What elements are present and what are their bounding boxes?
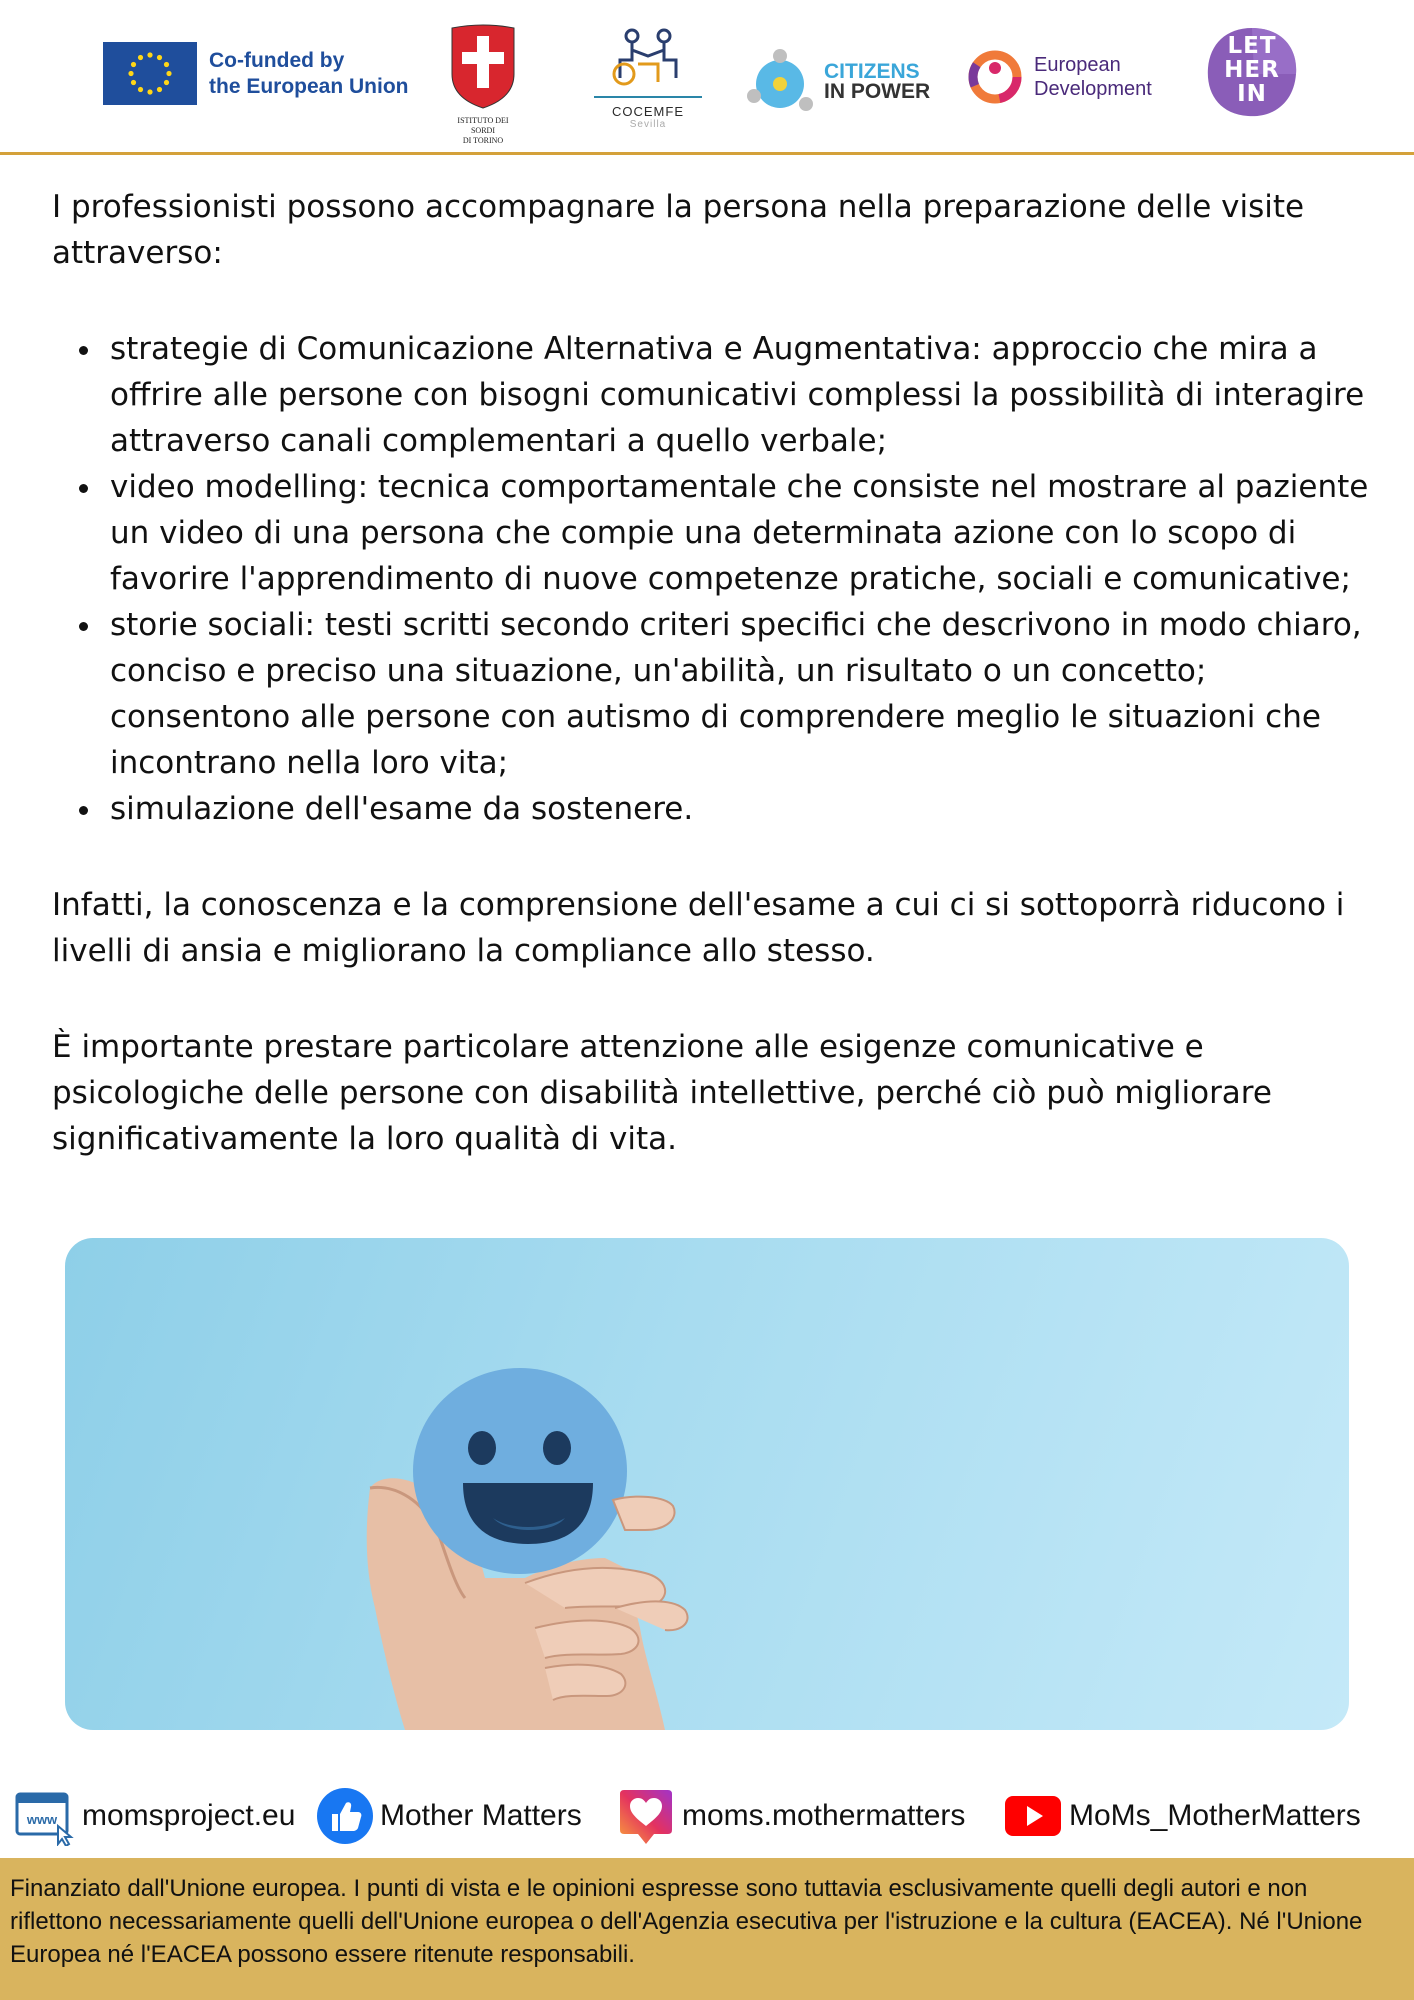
ed-line1: European [1034,54,1121,76]
smiley-face-card [413,1368,627,1574]
instagram-heart-icon [616,1786,676,1846]
bullet-exam-simulation: simulazione dell'esame da sostenere. [52,786,1382,832]
lhi-line3: IN [1237,82,1267,102]
bullet-video-modelling: video modelling: tecnica comportamentale che consiste nel mostrare al paziente un video di una persona che compie una determinata azione con lo scopo di favorire l'apprendimento di nuove competenze pratiche, sociali e comunicative; [52,464,1382,602]
citizens-in-power-logo [744,48,930,116]
european-development-icon [964,46,1026,108]
spacer [52,832,1382,882]
www-icon [14,1786,76,1846]
cocemfe-sevilla-logo [592,26,704,130]
instagram-link[interactable] [616,1784,965,1848]
cocemfe-divider [594,96,702,98]
logo-header [0,0,1414,155]
bullet-aac: strategie di Comunicazione Alternativa e Augmentativa: approccio che mira a offrire alle persone con bisogni comunicativi complessi la possibilità di interagire attraverso canali complementari a quello verbale; [52,326,1382,464]
instagram-label: moms.mothermatters [682,1799,966,1832]
torino-line2: DI TORINO [462,136,504,145]
bullet-social-stories: storie sociali: testi scritti secondo criteri specifici che descrivono in modo chiaro, conciso e preciso una situazione, un'abilità, un risultato o un concetto; consentono alle persone con autismo di comprendere meglio le situazioni che incontrano nella loro vita; [52,602,1382,786]
let-her-in-logo [1204,26,1300,118]
spacer [52,974,1382,1024]
spacer [52,276,1382,326]
anxiety-paragraph: Infatti, la conoscenza e la comprensione dell'esame a cui ci si sottoporrà riducono i livelli di ansia e migliorano la compliance allo stesso. [52,887,1345,969]
facebook-link[interactable] [316,1784,582,1848]
funding-disclaimer-footer [0,1858,1414,2000]
cocemfe-name: COCEMFE [612,104,684,119]
eu-flag-icon [103,42,197,105]
torino-shield-icon [448,22,518,110]
facebook-label: Mother Matters [380,1799,582,1832]
citizens-in-power-icon [744,48,816,116]
european-development-logo [964,46,1152,108]
intro-paragraph: I professionisti possono accompagnare la persona nella preparazione delle visite attraverso: [52,189,1305,271]
closing-paragraph: È importante prestare particolare attenzione alle esigenze comunicative e psicologiche delle persone con disabilità intellettive, perché ciò può migliorare significativamente la loro qualità di vita. [52,1029,1272,1157]
youtube-play-icon [1003,1794,1063,1838]
youtube-label: MoMs_MotherMatters [1069,1799,1361,1832]
ed-line2: Development [1034,78,1152,100]
torino-line1: ISTITUTO DEI SORDI [457,116,509,135]
eu-label-line1: Co-funded by [209,48,345,72]
cip-line2: IN POWER [824,80,931,103]
facebook-like-icon [316,1787,374,1845]
cip-line1: CITIZENS [824,60,920,83]
svg-text:www: www [26,1812,58,1827]
lhi-line1: LET [1227,33,1277,59]
smiley-hand-photo [65,1238,1349,1730]
social-links-row [0,1784,1414,1848]
cocemfe-city: Sevilla [629,119,667,130]
eu-label-line2: the European Union [209,74,409,98]
eu-cofunded-logo [103,42,409,105]
youtube-link[interactable] [1003,1784,1361,1848]
main-content [52,184,1382,1162]
website-label: momsproject.eu [82,1799,296,1832]
bullet-list [52,326,1382,832]
lhi-line2: HER [1224,57,1280,83]
disclaimer-text: Finanziato dall'Unione europea. I punti di vista e le opinioni espresse sono tuttavia esclusivamente quelli degli autori e non riflettono necessariamente quelli dell'Unione europea o dell'Agenzia esecutiva per l'istruzione e la cultura (EACEA). Né l'Unione Europea né l'EACEA possono essere ritenute responsabili. [10,1875,1363,1968]
cocemfe-icon [602,26,694,90]
website-link[interactable] [14,1784,295,1848]
istituto-sordi-torino-logo [446,22,520,146]
